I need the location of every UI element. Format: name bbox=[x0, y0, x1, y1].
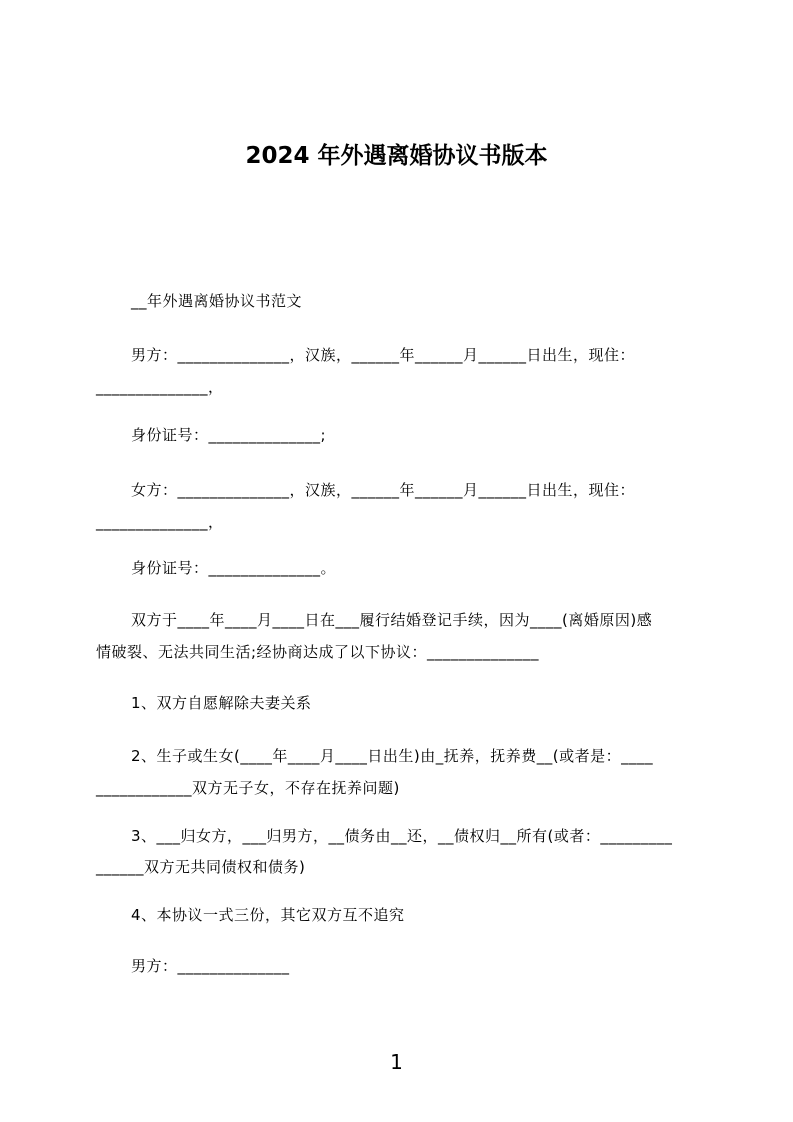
page-number: 1 bbox=[390, 1050, 403, 1074]
marriage-registration-line-2: 情破裂、无法共同生活;经协商达成了以下协议：______________ bbox=[96, 643, 540, 661]
husband-info-line-2: ______________， bbox=[96, 378, 224, 396]
intro-line: __年外遇离婚协议书范文 bbox=[131, 292, 303, 310]
wife-id-line: 身份证号：______________。 bbox=[131, 559, 337, 577]
clause-3-line-2: ______双方无共同债权和债务) bbox=[96, 858, 306, 876]
husband-signature-line: 男方：______________ bbox=[131, 957, 290, 975]
husband-id-line: 身份证号：______________; bbox=[131, 426, 327, 444]
husband-info-line-1: 男方：______________，汉族，______年______月______日出生，现住： bbox=[131, 346, 636, 364]
clause-4-line: 4、本协议一式三份，其它双方互不追究 bbox=[131, 906, 405, 924]
document-title: 2024 年外遇离婚协议书版本 bbox=[245, 143, 548, 169]
clause-2-line-2: ____________双方无子女，不存在抚养问题) bbox=[96, 779, 400, 797]
clause-2-line-1: 2、生子或生女(____年____月____日出生)由_抚养，抚养费__(或者是：____ bbox=[131, 747, 654, 765]
wife-info-line-1: 女方：______________，汉族，______年______月______日出生，现住： bbox=[131, 481, 636, 499]
clause-1-line: 1、双方自愿解除夫妻关系 bbox=[131, 694, 312, 712]
marriage-registration-line-1: 双方于____年____月____日在___履行结婚登记手续，因为____(离婚原因)感 bbox=[131, 611, 653, 629]
wife-info-line-2: ______________， bbox=[96, 513, 224, 531]
clause-3-line-1: 3、___归女方，___归男方，__债务由__还，__债权归__所有(或者：_________ bbox=[131, 827, 673, 845]
